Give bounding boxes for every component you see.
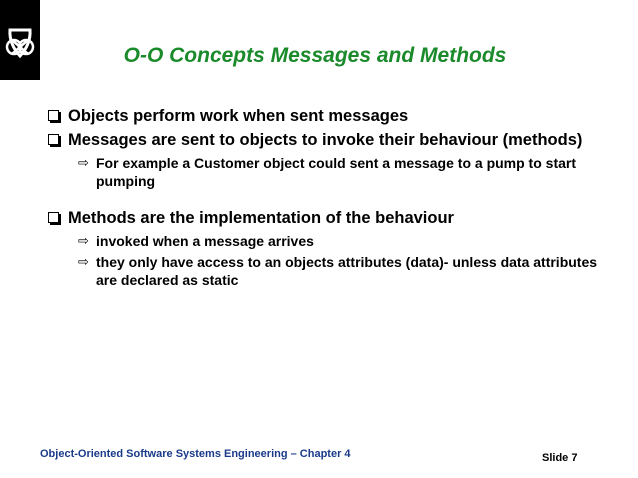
hollow-arrow-icon: ⇨	[78, 155, 89, 170]
slide-number: Slide 7	[542, 452, 578, 464]
sub-bullet-item	[48, 232, 608, 250]
checkbox-bullet-icon	[48, 212, 59, 223]
checkbox-bullet-icon	[48, 110, 59, 121]
hollow-arrow-icon: ⇨	[78, 254, 89, 269]
sub-bullet-text: invoked when a message arrives	[96, 233, 314, 249]
bullet-item	[48, 106, 608, 127]
footer-course-title: Object-Oriented Software Systems Engineering – Chapter 4	[40, 448, 351, 460]
slide-title: O-O Concepts Messages and Methods	[123, 44, 507, 67]
sub-bullet-item	[48, 154, 608, 190]
sub-bullet-text: they only have access to an objects attributes (data)- unless data attributes are declared as static	[96, 254, 598, 288]
bullet-item	[48, 208, 608, 229]
checkbox-bullet-icon	[48, 134, 59, 145]
university-crest-icon	[0, 0, 40, 80]
logo-bar	[0, 0, 40, 80]
bullet-text: Methods are the implementation of the behaviour	[68, 209, 454, 227]
bullet-text: Messages are sent to objects to invoke their behaviour (methods)	[68, 131, 583, 149]
sub-bullet-item	[48, 253, 608, 289]
bullet-list	[48, 106, 608, 289]
bullet-item	[48, 130, 608, 151]
hollow-arrow-icon: ⇨	[78, 233, 89, 248]
bullet-text: Objects perform work when sent messages	[68, 107, 409, 125]
sub-bullet-text: For example a Customer object could sent a message to a pump to start pumping	[96, 155, 577, 189]
